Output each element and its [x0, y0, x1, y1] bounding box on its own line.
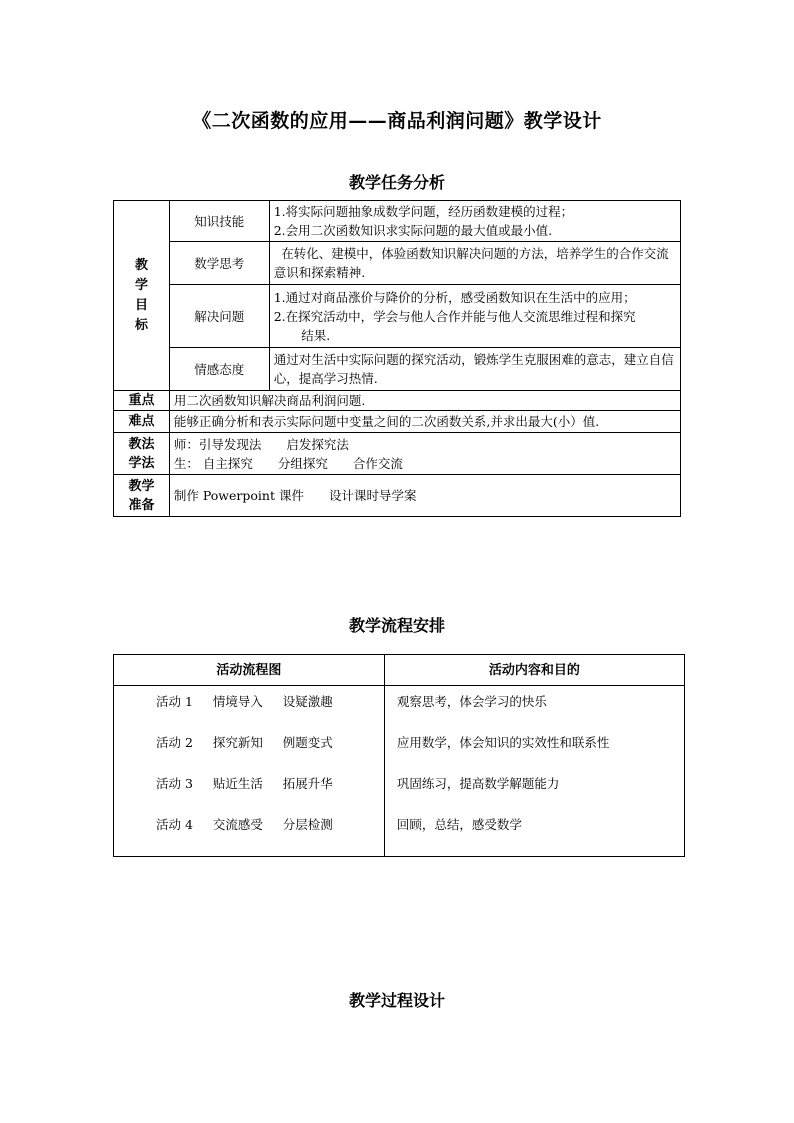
- goal-row-knowledge: [114, 201, 681, 242]
- goal-content: 在转化、建模中，体验函数知识解决问题的方法，培养学生的合作交流意识和探索精神.: [269, 242, 680, 285]
- difficulty-label: 难点: [114, 411, 170, 433]
- flow-col-header: 活动内容和目的: [384, 655, 684, 686]
- goal-category: 情感态度: [169, 348, 269, 391]
- methods-text: [169, 433, 680, 475]
- key-point-row: [114, 391, 681, 411]
- section-title-process: 教学过程设计: [348, 991, 445, 1010]
- flow-body-row: [114, 686, 685, 857]
- flow-activities-cell: [114, 686, 385, 857]
- activity-name: 分层检测: [282, 817, 333, 832]
- activity-number: 活动 2: [156, 735, 193, 750]
- goal-row-thinking: [114, 242, 681, 285]
- goal-label-char: 标: [134, 317, 148, 333]
- flow-activity: [114, 815, 384, 856]
- preparation-row: [114, 475, 681, 517]
- goal-line: 2.会用二次函数知识求实际问题的最大值或最小值.: [273, 223, 553, 238]
- goal-label-char: 教: [134, 257, 148, 273]
- preparation-label-line: 教学: [128, 478, 155, 494]
- goal-label-char: 目: [134, 297, 148, 313]
- flow-purpose: 应用数学，体会知识的实效性和联系性: [396, 735, 610, 750]
- activity-name: 设疑激趣: [282, 694, 333, 709]
- preparation-label-line: 准备: [128, 497, 155, 513]
- difficulty-row: [114, 411, 681, 433]
- goal-category: 知识技能: [169, 201, 269, 242]
- task-analysis-table: [113, 200, 681, 517]
- preparation-text: 制作 Powerpoint 课件 设计课时导学案: [169, 475, 680, 517]
- key-point-text: 用二次函数知识解决商品利润问题.: [169, 391, 680, 411]
- goal-line: 1.将实际问题抽象成数学问题，经历函数建模的过程；: [273, 204, 574, 219]
- activity-name: 贴近生活: [212, 776, 263, 791]
- flow-table: [113, 654, 685, 857]
- goal-label-char: 学: [134, 277, 148, 293]
- goal-line: 1.通过对商品涨价与降价的分析，感受函数知识在生活中的应用；: [273, 289, 636, 305]
- flow-activity: [114, 692, 384, 733]
- flow-purposes-cell: [384, 686, 684, 857]
- flow-purpose: 回顾，总结，感受数学: [396, 817, 522, 832]
- goal-line: 结果.: [301, 327, 331, 343]
- difficulty-text: 能够正确分析和表示实际问题中变量之间的二次函数关系,并求出最大(小）值.: [169, 411, 680, 433]
- flow-purpose: 巩固练习，提高数学解题能力: [396, 776, 560, 791]
- section-title-task-analysis: 教学任务分析: [348, 173, 445, 192]
- section-title-flow: 教学流程安排: [348, 616, 445, 635]
- goal-category: 数学思考: [169, 242, 269, 285]
- activity-name: 拓展升华: [282, 776, 333, 791]
- goal-content: [269, 285, 680, 348]
- goal-content: 通过对生活中实际问题的探究活动，锻炼学生克服困难的意志，建立自信心，提高学习热情.: [269, 348, 680, 391]
- goal-category: 解决问题: [169, 285, 269, 348]
- flow-activity: [114, 733, 384, 774]
- document-title: 《二次函数的应用——商品利润问题》教学设计: [192, 110, 602, 132]
- goal-row-attitude: [114, 348, 681, 391]
- activity-name: 情境导入: [212, 694, 263, 709]
- methods-row: [114, 433, 681, 475]
- methods-label-line: 教法: [128, 436, 155, 452]
- activity-name: 例题变式: [282, 735, 333, 750]
- activity-number: 活动 1: [156, 694, 193, 709]
- key-point-label: 重点: [114, 391, 170, 411]
- activity-number: 活动 3: [156, 776, 193, 791]
- teacher-methods: 师：引导发现法 启发探究法: [173, 436, 349, 452]
- flow-col-header: 活动流程图: [114, 655, 385, 686]
- preparation-label: [114, 475, 170, 517]
- activity-number: 活动 4: [156, 817, 193, 832]
- activity-name: 探究新知: [212, 735, 263, 750]
- goal-label-cell: [114, 201, 170, 391]
- goal-row-problem-solving: [114, 285, 681, 348]
- student-methods: 生： 自主探究 分组探究 合作交流: [173, 455, 403, 471]
- goal-content: [269, 201, 680, 242]
- flow-header-row: [114, 655, 685, 686]
- methods-label-line: 学法: [128, 455, 155, 471]
- activity-name: 交流感受: [212, 817, 263, 832]
- methods-label: [114, 433, 170, 475]
- flow-purpose: 观察思考，体会学习的快乐: [396, 694, 547, 709]
- goal-line: 2.在探究活动中，学会与他人合作并能与他人交流思维过程和探究: [273, 308, 636, 324]
- flow-activity: [114, 774, 384, 815]
